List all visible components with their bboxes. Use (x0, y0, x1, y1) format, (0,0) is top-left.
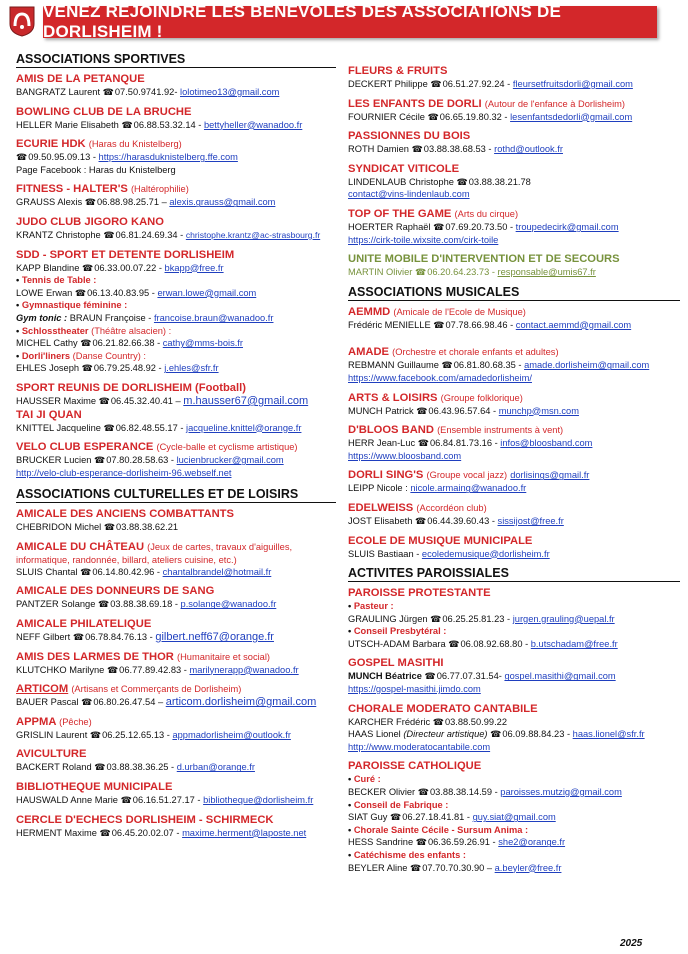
assoc-name: AMIS DES LARMES DE THOR (16, 650, 174, 663)
assoc-name: BIBLIOTHEQUE MUNICIPALE (16, 781, 173, 794)
phone-number: ☎ 06.36.59.26.91 - (416, 837, 496, 847)
email-link[interactable]: appmadorlisheim@outlook.fr (172, 729, 291, 740)
email-link[interactable]: gilbert.neff67@orange.fr (155, 631, 274, 644)
assoc-name: AMICALE DES ANCIENS COMBATTANTS (16, 508, 234, 521)
phone-number: ☎ 06.08.92.68.80 - (448, 639, 528, 649)
assoc-philatelique (16, 617, 336, 644)
contact-name: MARTIN Olivier (348, 267, 413, 278)
phone-number: ☎ 06.27.18.41.81 - (390, 812, 470, 822)
phone-number: ☎ 06.65.19.80.32 - (428, 112, 508, 122)
assoc-thor (16, 650, 336, 677)
year-label: 2025 (620, 938, 643, 949)
assoc-name: CHORALE MODERATO CANTABILE (348, 702, 538, 715)
email-link[interactable]: guy.siat@gmail.com (472, 812, 556, 823)
assoc-aemmd (348, 305, 680, 332)
phone-number: ☎ 06.79.25.48.92 - (82, 363, 162, 373)
assoc-gospel (348, 656, 680, 695)
assoc-bloos-band (348, 423, 680, 462)
contact-name: HAUSWALD Anne Marie (16, 795, 118, 806)
phone-number: ☎ 03.88.38.68.53 - (412, 144, 492, 154)
contact-name: SLUIS Chantal (16, 566, 78, 577)
assoc-name: ARTICOM (16, 683, 69, 696)
email-link[interactable]: lesenfantsdedorli@gmail.com (510, 111, 633, 122)
assoc-ecole-musique (348, 534, 680, 561)
assoc-top-game (348, 207, 680, 246)
email-link[interactable]: b.utschadam@free.fr (530, 638, 618, 649)
assoc-fleurs (348, 64, 680, 91)
phone-number: ☎ 06.45.32.40.41 – (99, 396, 181, 406)
sub-note: (Danse Country) : (72, 350, 147, 361)
assoc-bois (348, 129, 680, 156)
email-link[interactable]: munchp@msn.com (498, 405, 579, 416)
phone-number: ☎ 06.77.89.42.83 - (107, 665, 187, 675)
phone-number: ☎ 03.88.38.69.18 - (98, 599, 178, 609)
email-link[interactable]: she2@orange.fr (498, 837, 566, 848)
contact-name: MICHEL Cathy (16, 338, 78, 349)
email-link[interactable]: dorlisings@gmail.fr (510, 470, 590, 481)
phone-number: ☎ 06.81.24.69.34 - (103, 230, 183, 240)
facebook-page: Page Facebook : Haras du Knistelberg (16, 164, 176, 175)
assoc-name: ECOLE DE MUSIQUE MUNICIPALE (348, 534, 533, 547)
assoc-name: PAROISSE PROTESTANTE (348, 587, 491, 600)
email-link[interactable]: articom.dorlisheim@gmail.com (165, 696, 317, 709)
section-heading-sport: ASSOCIATIONS SPORTIVES (16, 52, 336, 68)
assoc-note: (Ensemble instruments à vent) (437, 425, 564, 436)
contact-name: BAUER Pascal (16, 697, 79, 708)
phone-number: ☎ 03.88.38.36.25 - (94, 762, 174, 772)
sub-section-liners: Dorli'liners (21, 350, 71, 361)
assoc-note: (Autour de l'enfance à Dorlisheim) (484, 98, 626, 109)
assoc-name: CERCLE D'ECHECS DORLISHEIM - SCHIRMECK (16, 813, 274, 826)
email-link[interactable]: bettyheller@wanadoo.fr (203, 119, 303, 130)
phone-number: ☎ 06.44.39.60.43 - (415, 516, 495, 526)
assoc-note: (Jeux de cartes, travaux d'aiguilles, (147, 541, 293, 552)
contact-name: HOERTER Raphaël (348, 221, 431, 232)
assoc-note: (Pêche) (59, 716, 92, 727)
assoc-name: AMICALE PHILATELIQUE (16, 618, 152, 631)
assoc-note: (Arts du cirque) (454, 208, 519, 219)
contact-name: KARCHER Frédéric (348, 716, 431, 727)
email-link[interactable]: lucienbrucker@gmail.com (176, 455, 284, 466)
phone-number: ☎ 06.43.96.57.64 - (416, 406, 496, 416)
assoc-note: (Amicale de l'Ecole de Musique) (393, 306, 526, 317)
assoc-name: AVICULTURE (16, 748, 87, 761)
email-link[interactable]: maxime.herment@laposte.net (182, 827, 307, 838)
assoc-name: BOWLING CLUB DE LA BRUCHE (16, 105, 192, 118)
email-link[interactable]: m.hausser67@gmail.com (183, 394, 309, 407)
contact-name: GRAUSS Alexis (16, 197, 83, 208)
email-link[interactable]: alexis.grauss@gmail.com (169, 197, 276, 208)
contact-name: KAPP Blandine (16, 262, 80, 273)
sub-section-catechisme: • Catéchisme des enfants : (348, 849, 680, 862)
contact-name: KNITTEL Jacqueline (16, 422, 101, 433)
website-link[interactable]: http://www.moderatocantabile.com (348, 741, 491, 752)
assoc-name: JUDO CLUB JIGORO KANO (16, 215, 164, 228)
phone-number: ☎ 03.88.38.62.21 (104, 522, 178, 532)
contact-name: SIAT Guy (348, 812, 388, 823)
contact-name: HESS Sandrine (348, 837, 414, 848)
assoc-name: SYNDICAT VITICOLE (348, 162, 460, 175)
phone-number: ☎ 06.77.07.31.54- (424, 671, 501, 681)
email-link[interactable]: nicole.armaing@wanadoo.fr (410, 483, 527, 494)
phone-number: ☎ 06.25.12.65.13 - (90, 730, 170, 740)
contact-name: MUNCH Béatrice (348, 671, 422, 682)
sub-section-fabrique: • Conseil de Fabrique : (348, 799, 680, 812)
phone-number: ☎ 06.09.88.84.23 - (490, 729, 570, 739)
email-link[interactable]: contact.aemmd@gmail.com (515, 319, 632, 330)
assoc-name: AMICALE DU CHÂTEAU (16, 540, 145, 553)
website-link[interactable]: https://cirk-toile.wixsite.com/cirk-toile (348, 234, 499, 245)
phone-number: ☎ 06.81.80.68.35 - (442, 360, 522, 370)
sub-section-tennis: • Tennis de Table : (16, 274, 336, 287)
email-link[interactable]: marilynerapp@wanadoo.fr (189, 664, 299, 675)
sub-section-pasteur: • Pasteur : (348, 600, 680, 613)
assoc-velo (16, 440, 336, 479)
contact-name: NEFF Gilbert (16, 632, 71, 643)
assoc-name: AMIS DE LA PETANQUE (16, 73, 145, 85)
dorlisheim-crest-icon (9, 6, 35, 37)
email-link[interactable]: chantalbrandel@hotmail.fr (162, 566, 272, 577)
email-link[interactable]: jurgen.grauling@uepal.fr (512, 613, 615, 624)
email-link[interactable]: sissijost@free.fr (497, 515, 564, 526)
sub-label: Gym tonic : (16, 312, 68, 323)
email-link[interactable]: haas.lionel@sfr.fr (572, 729, 645, 740)
email-link[interactable]: infos@bloosband.com (500, 438, 593, 449)
email-link[interactable]: fleursetfruitsdorli@gmail.com (512, 79, 633, 89)
website-link[interactable]: http://velo-club-esperance-dorlisheim-96.webself.net (16, 467, 232, 478)
email-link[interactable]: christophe.krantz@ac-strasbourg.fr (185, 229, 321, 240)
right-column (348, 64, 680, 880)
email-link[interactable]: rothd@outlook.fr (494, 144, 563, 155)
assoc-name: EDELWEISS (348, 501, 414, 514)
assoc-football (16, 381, 336, 408)
assoc-note: (Haltérophilie) (130, 184, 189, 195)
assoc-edelweiss (348, 501, 680, 528)
contact-name: BRUCKER Lucien (16, 455, 92, 466)
sub-note: (Théâtre alsacien) : (91, 325, 172, 336)
sub-section-conseil: • Conseil Presbytéral : (348, 625, 680, 638)
phone-number: ☎ 06.78.84.76.13 - (73, 632, 153, 642)
assoc-appma (16, 715, 336, 742)
assoc-name: SPORT REUNIS DE DORLISHEIM (Football) (16, 381, 246, 394)
contact-name: EHLES Joseph (16, 363, 80, 374)
sub-section-cure: • Curé : (348, 773, 680, 786)
contact-name: HERMENT Maxime (16, 827, 97, 838)
assoc-petanque (16, 72, 336, 99)
section-heading-culture: ASSOCIATIONS CULTURELLES ET DE LOISIRS (16, 487, 336, 503)
phone-number: ☎ 07.70.70.30.90 – (410, 863, 492, 873)
assoc-note: (Haras du Knistelberg) (88, 139, 182, 150)
email-link[interactable]: troupedecirk@gmail.com (515, 221, 619, 232)
contact-name: HAAS Lionel (348, 729, 401, 740)
contact-name: UTSCH-ADAM Barbara (348, 638, 446, 649)
assoc-note: (Groupe vocal jazz) (426, 470, 508, 481)
email-link[interactable]: responsable@umis67.fr (497, 267, 596, 278)
assoc-aviculture (16, 747, 336, 774)
assoc-name: APPMA (16, 715, 56, 728)
assoc-note: (Humanitaire et social) (177, 651, 271, 662)
assoc-name: ARTS & LOISIRS (348, 391, 438, 404)
contact-name: PANTZER Solange (16, 599, 96, 610)
assoc-note: (Cycle-balle et cyclisme artistique) (156, 442, 298, 453)
assoc-taiji (16, 408, 336, 435)
contact-name: JOST Elisabeth (348, 515, 413, 526)
phone-number: ☎ 06.80.26.47.54 – (81, 697, 163, 707)
sub-section-schloss: Schlosstheater (21, 325, 89, 336)
assoc-name: LES ENFANTS DE DORLI (348, 97, 482, 110)
email-link[interactable]: jacqueline.knittel@orange.fr (186, 422, 302, 433)
assoc-name: DORLI SING'S (348, 469, 424, 482)
assoc-name: D'BLOOS BAND (348, 424, 434, 437)
phone-number: ☎ 06.25.25.81.23 - (430, 614, 510, 624)
contact-name: BACKERT Roland (16, 762, 92, 773)
email-link[interactable]: contact@vins-lindenlaub.com (348, 189, 470, 200)
contact-name: ROTH Damien (348, 144, 409, 155)
phone-number: ☎ 06.16.51.27.17 - (121, 795, 201, 805)
assoc-name: GOSPEL MASITHI (348, 657, 444, 670)
assoc-biblio (16, 780, 336, 807)
email-link[interactable]: ecoledemusique@dorlisheim.fr (421, 548, 550, 559)
assoc-judo (16, 215, 336, 242)
email-link[interactable]: cathy@mms-bois.fr (162, 338, 243, 349)
email-link[interactable]: d.urban@orange.fr (176, 762, 255, 773)
website-link[interactable]: https://www.facebook.com/amadedorlisheim/ (348, 372, 532, 383)
assoc-amade (348, 345, 680, 384)
website-link[interactable]: https://harasduknistelberg.ffe.com (98, 152, 238, 163)
phone-number: ☎ 03.88.38.14.59 - (418, 787, 498, 797)
email-link[interactable]: j.ehles@sfr.fr (164, 363, 219, 374)
sub-section-chorale: • Chorale Sainte Cécile - Sursum Anima : (348, 824, 680, 837)
contact-name: HERR Jean-Luc (348, 438, 416, 449)
assoc-name: AEMMD (348, 305, 391, 318)
email-link[interactable]: bibliotheque@dorlisheim.fr (203, 795, 314, 806)
contact-name: KLUTCHKO Marilyne (16, 664, 105, 675)
assoc-viticole (348, 162, 680, 201)
assoc-name: PAROISSE CATHOLIQUE (348, 760, 482, 773)
contact-name: MUNCH Patrick (348, 405, 414, 416)
contact-name: LEIPP Nicole : (348, 483, 408, 494)
contact-name: BEYLER Aline (348, 862, 408, 873)
assoc-paroisse-protestante (348, 586, 680, 650)
assoc-paroisse-catholique (348, 759, 680, 874)
contact-name: GRISLIN Laurent (16, 729, 88, 740)
phone-number: ☎ 06.33.00.07.22 - (82, 263, 162, 273)
phone-number: ☎ 06.21.82.66.38 - (80, 338, 160, 348)
assoc-moderato (348, 702, 680, 754)
phone-number: ☎ 06.88.98.25.71 – (85, 197, 167, 207)
assoc-umis (348, 252, 680, 279)
assoc-name: TOP OF THE GAME (348, 207, 452, 220)
contact-name: REBMANN Guillaume (348, 360, 439, 371)
assoc-dorli-sings (348, 468, 680, 495)
phone-number: ☎ 09.50.95.09.13 - (16, 152, 96, 162)
left-column (16, 50, 336, 845)
contact-name: SLUIS Bastiaan - (348, 548, 420, 559)
section-heading-paroisse: ACTIVITES PAROISSIALES (348, 566, 680, 582)
phone-number: ☎ 07.78.66.98.46 - (433, 320, 513, 330)
assoc-chateau (16, 540, 336, 579)
assoc-name: SDD - SPORT ET DETENTE DORLISHEIM (16, 248, 235, 261)
phone-number: ☎ 06.14.80.42.96 - (80, 567, 160, 577)
section-heading-music: ASSOCIATIONS MUSICALES (348, 285, 680, 301)
assoc-name: FLEURS & FRUITS (348, 65, 448, 77)
email-link[interactable]: francoise.braun@wanadoo.fr (153, 312, 274, 323)
contact-name: KRANTZ Christophe (16, 229, 101, 240)
assoc-enfants-dorli (348, 97, 680, 124)
email-link[interactable]: lolotimeo13@gmail.com (180, 87, 280, 97)
phone-number: ☎ 06.88.53.32.14 - (121, 120, 201, 130)
contact-name: CHEBRIDON Michel (16, 522, 102, 533)
header-banner (9, 4, 681, 40)
assoc-arts-loisirs (348, 391, 680, 418)
phone-number: ☎ 06.51.27.92.24 - (430, 79, 510, 89)
email-link[interactable]: bkapp@free.fr (164, 262, 224, 273)
email-link[interactable]: a.beyler@free.fr (494, 862, 562, 873)
assoc-note-continued: informatique, randonnée, billard, ateliers cuisine, etc.) (16, 554, 237, 565)
assoc-echecs (16, 813, 336, 840)
phone-number: ☎ 03.88.50.99.22 (433, 717, 507, 727)
phone-number: ☎ 06.84.81.73.16 - (418, 438, 498, 448)
phone-number: ☎ 06.45.20.02.07 - (100, 828, 180, 838)
contact-name: LOWE Erwan (16, 287, 73, 298)
assoc-name: AMADE (348, 346, 390, 359)
email-link[interactable]: p.solange@wanadoo.fr (180, 599, 277, 610)
assoc-sdd (16, 248, 336, 375)
email-link[interactable]: erwan.lowe@gmail.com (157, 287, 257, 298)
contact-role: (Directeur artistique) (403, 729, 488, 740)
phone-number: ☎ 06.82.48.55.17 - (104, 423, 184, 433)
contact-name: HELLER Marie Elisabeth (16, 119, 119, 130)
page-title: VENEZ REJOINDRE LES BENEVOLES DES ASSOCIATIONS DE DORLISHEIM ! (43, 6, 657, 38)
website-link[interactable]: https://gospel-masithi.jimdo.com (348, 684, 481, 695)
contact-name: BECKER Olivier (348, 787, 416, 798)
assoc-note: (Artisans et Commerçants de Dorlisheim) (71, 684, 242, 695)
contact-name: Frédéric MENIELLE (348, 319, 431, 330)
contact-name: DECKERT Philippe (348, 79, 428, 89)
assoc-name: FITNESS - HALTER'S (16, 183, 128, 196)
email-link[interactable]: amade.dorlisheim@gmail.com (524, 360, 650, 371)
assoc-name: PASSIONNES DU BOIS (348, 130, 471, 143)
website-link[interactable]: https://www.bloosband.com (348, 450, 462, 461)
assoc-note: (Groupe folklorique) (440, 392, 523, 403)
contact-name: LINDENLAUB Christophe (348, 176, 454, 187)
assoc-note: (Orchestre et chorale enfants et adultes) (392, 347, 559, 358)
assoc-fitness (16, 182, 336, 209)
assoc-bowling (16, 105, 336, 132)
contact-name: HAUSSER Maxime (16, 395, 97, 406)
assoc-name: ECURIE HDK (16, 138, 86, 151)
contact-name: BRAUN Françoise - (69, 312, 152, 323)
assoc-hdk (16, 137, 336, 176)
assoc-note: (Accordéon club) (416, 502, 487, 513)
contact-name: FOURNIER Cécile (348, 111, 425, 122)
email-link[interactable]: gospel.masithi@gmail.com (504, 671, 616, 682)
assoc-sang (16, 584, 336, 611)
phone-number: ☎ 06.20.64.23.73 - (415, 267, 495, 277)
phone-number: ☎ 07.80.28.58.63 - (94, 455, 174, 465)
phone-number: ☎ 06.13.40.83.95 - (75, 288, 155, 298)
assoc-articom (16, 682, 336, 709)
contact-name: GRAULING Jürgen (348, 613, 428, 624)
contact-name: BANGRATZ Laurent (16, 87, 101, 97)
phone-number: ☎ 07.50.9741.92- (103, 87, 178, 97)
assoc-name: TAI JI QUAN (16, 408, 82, 421)
phone-number: ☎ 07.69.20.73.50 - (433, 222, 513, 232)
email-link[interactable]: paroisses.mutzig@gmail.com (500, 787, 622, 798)
assoc-combattants (16, 507, 336, 534)
assoc-name: VELO CLUB ESPERANCE (16, 441, 154, 454)
phone-number: ☎ 03.88.38.21.78 (457, 177, 531, 187)
assoc-name: UNITE MOBILE D'INTERVENTION ET DE SECOURS (348, 253, 620, 266)
sub-section-gym: • Gymnastique féminine : (16, 299, 336, 312)
assoc-name: AMICALE DES DONNEURS DE SANG (16, 585, 215, 598)
